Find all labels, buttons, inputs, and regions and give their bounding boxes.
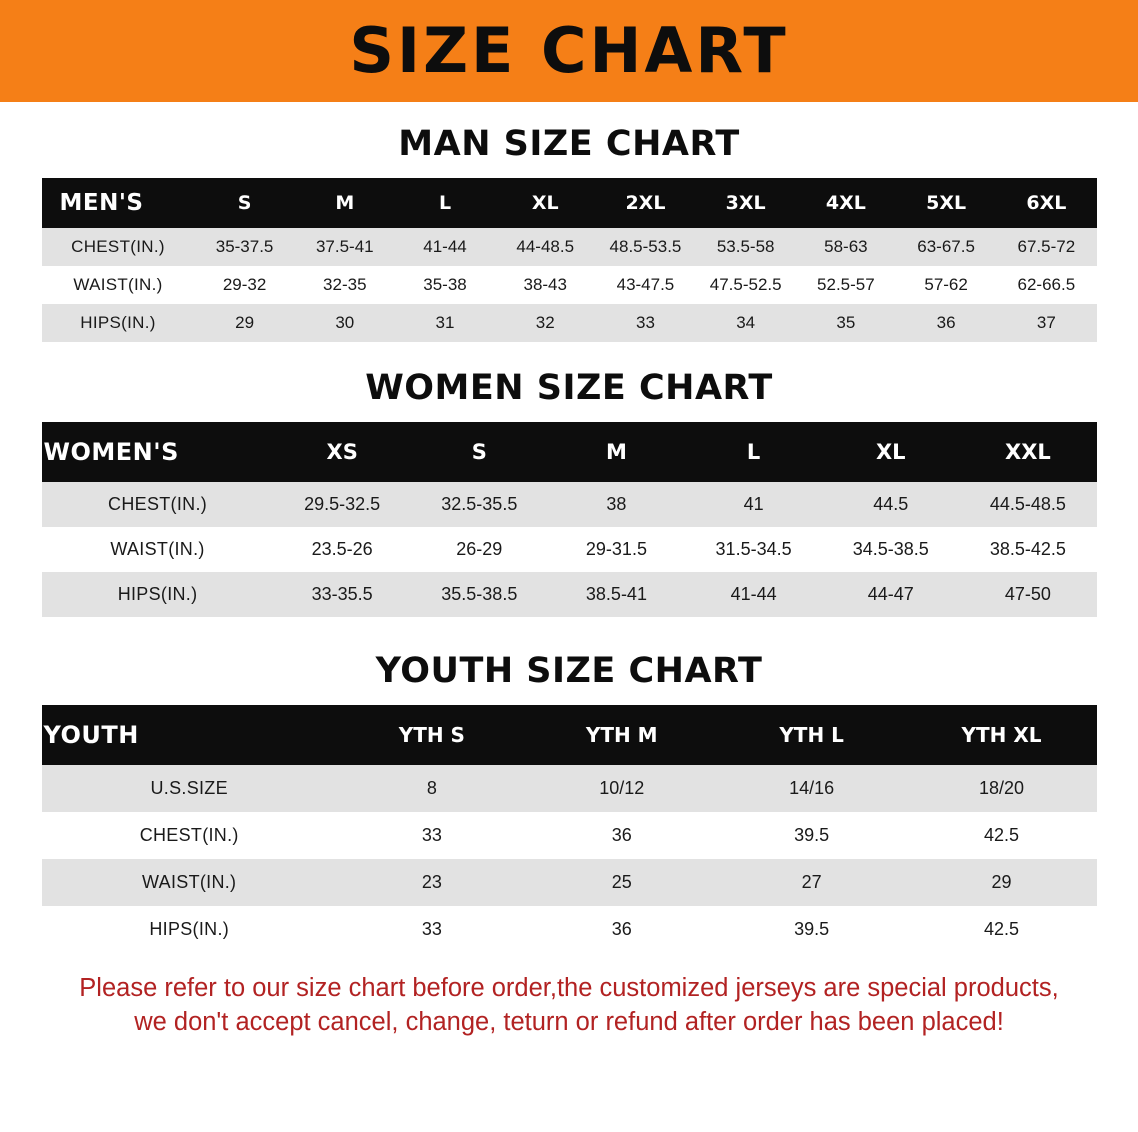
table-cell: 26-29	[411, 527, 548, 572]
policy-note	[34, 971, 1104, 1040]
table-cell: 67.5-72	[996, 228, 1096, 266]
women-section-heading: WOMEN SIZE CHART	[365, 368, 773, 408]
table-row	[42, 859, 1097, 906]
table-cell: 38.5-42.5	[959, 527, 1096, 572]
table-header-cell: 4XL	[796, 178, 896, 228]
table-cell: 36	[527, 812, 717, 859]
table-cell: 14/16	[717, 765, 907, 812]
youth-size-table	[42, 705, 1097, 953]
table-cell: 35.5-38.5	[411, 572, 548, 617]
row-label: WAIST(IN.)	[42, 527, 274, 572]
women-size-table	[42, 422, 1097, 617]
table-cell: 39.5	[717, 812, 907, 859]
table-cell: 41	[685, 482, 822, 527]
table-row	[42, 906, 1097, 953]
table-header-cell: 3XL	[696, 178, 796, 228]
table-cell: 37.5-41	[295, 228, 395, 266]
youth-table-wrapper	[42, 705, 1097, 953]
row-label: WAIST(IN.)	[42, 859, 337, 906]
table-cell: 35-37.5	[194, 228, 294, 266]
table-header-cell: YOUTH	[42, 705, 337, 765]
table-row	[42, 304, 1097, 342]
table-header-cell: 2XL	[595, 178, 695, 228]
table-cell: 38	[548, 482, 685, 527]
table-header-cell: 6XL	[996, 178, 1096, 228]
table-cell: 23.5-26	[274, 527, 411, 572]
table-header-cell: XL	[822, 422, 959, 482]
table-row	[42, 812, 1097, 859]
table-cell: 44.5	[822, 482, 959, 527]
table-cell: 34	[696, 304, 796, 342]
table-header-cell: XL	[495, 178, 595, 228]
table-header-cell: YTH M	[527, 705, 717, 765]
banner	[0, 0, 1138, 102]
table-header-cell: XXL	[959, 422, 1096, 482]
table-cell: 36	[527, 906, 717, 953]
table-cell: 63-67.5	[896, 228, 996, 266]
table-row	[42, 765, 1097, 812]
table-cell: 41-44	[685, 572, 822, 617]
table-cell: 8	[337, 765, 527, 812]
table-cell: 35-38	[395, 266, 495, 304]
table-cell: 29	[194, 304, 294, 342]
table-cell: 29	[907, 859, 1097, 906]
table-cell: 53.5-58	[696, 228, 796, 266]
table-header-cell: M	[295, 178, 395, 228]
table-cell: 38.5-41	[548, 572, 685, 617]
table-cell: 18/20	[907, 765, 1097, 812]
women-table-wrapper	[42, 422, 1097, 617]
table-cell: 27	[717, 859, 907, 906]
table-cell: 42.5	[907, 906, 1097, 953]
table-cell: 29.5-32.5	[274, 482, 411, 527]
table-cell: 48.5-53.5	[595, 228, 695, 266]
row-label: WAIST(IN.)	[42, 266, 195, 304]
table-cell: 38-43	[495, 266, 595, 304]
table-header-cell: YTH L	[717, 705, 907, 765]
row-label: HIPS(IN.)	[42, 572, 274, 617]
table-header-cell: L	[685, 422, 822, 482]
table-header-cell: YTH XL	[907, 705, 1097, 765]
table-header-cell: M	[548, 422, 685, 482]
table-header-cell: 5XL	[896, 178, 996, 228]
man-section-heading: MAN SIZE CHART	[398, 124, 740, 164]
policy-note-line-2: we don't accept cancel, change, teturn or refund after order has been placed!	[134, 1008, 1004, 1037]
table-cell: 47.5-52.5	[696, 266, 796, 304]
table-cell: 29-32	[194, 266, 294, 304]
row-label: CHEST(IN.)	[42, 812, 337, 859]
table-cell: 32.5-35.5	[411, 482, 548, 527]
youth-section-heading: YOUTH SIZE CHART	[375, 651, 763, 691]
table-cell: 43-47.5	[595, 266, 695, 304]
table-row	[42, 527, 1097, 572]
table-cell: 37	[996, 304, 1096, 342]
table-header-cell: S	[194, 178, 294, 228]
table-cell: 41-44	[395, 228, 495, 266]
table-header-cell: YTH S	[337, 705, 527, 765]
table-header-cell: WOMEN'S	[42, 422, 274, 482]
table-cell: 52.5-57	[796, 266, 896, 304]
table-cell: 33	[595, 304, 695, 342]
table-cell: 44.5-48.5	[959, 482, 1096, 527]
table-cell: 32	[495, 304, 595, 342]
table-cell: 31	[395, 304, 495, 342]
table-cell: 36	[896, 304, 996, 342]
table-cell: 29-31.5	[548, 527, 685, 572]
table-header-cell: S	[411, 422, 548, 482]
table-row	[42, 266, 1097, 304]
page-title: SIZE CHART	[349, 14, 789, 87]
policy-note-line-1: Please refer to our size chart before order,the customized jerseys are special products,	[79, 974, 1059, 1002]
table-header-row	[42, 422, 1097, 482]
table-cell: 62-66.5	[996, 266, 1096, 304]
table-cell: 33-35.5	[274, 572, 411, 617]
table-cell: 32-35	[295, 266, 395, 304]
table-cell: 33	[337, 906, 527, 953]
man-table-wrapper	[42, 178, 1097, 342]
table-cell: 33	[337, 812, 527, 859]
table-header-row	[42, 178, 1097, 228]
table-cell: 47-50	[959, 572, 1096, 617]
table-cell: 34.5-38.5	[822, 527, 959, 572]
table-row	[42, 572, 1097, 617]
man-size-table	[42, 178, 1097, 342]
table-cell: 25	[527, 859, 717, 906]
table-row	[42, 228, 1097, 266]
table-header-row	[42, 705, 1097, 765]
row-label: U.S.SIZE	[42, 765, 337, 812]
table-cell: 39.5	[717, 906, 907, 953]
table-cell: 44-48.5	[495, 228, 595, 266]
table-cell: 35	[796, 304, 896, 342]
table-header-cell: XS	[274, 422, 411, 482]
table-cell: 42.5	[907, 812, 1097, 859]
table-cell: 31.5-34.5	[685, 527, 822, 572]
row-label: CHEST(IN.)	[42, 228, 195, 266]
row-label: CHEST(IN.)	[42, 482, 274, 527]
table-cell: 30	[295, 304, 395, 342]
table-cell: 10/12	[527, 765, 717, 812]
table-cell: 58-63	[796, 228, 896, 266]
table-header-cell: MEN'S	[42, 178, 195, 228]
table-header-cell: L	[395, 178, 495, 228]
table-row	[42, 482, 1097, 527]
table-cell: 44-47	[822, 572, 959, 617]
row-label: HIPS(IN.)	[42, 906, 337, 953]
row-label: HIPS(IN.)	[42, 304, 195, 342]
table-cell: 57-62	[896, 266, 996, 304]
table-cell: 23	[337, 859, 527, 906]
